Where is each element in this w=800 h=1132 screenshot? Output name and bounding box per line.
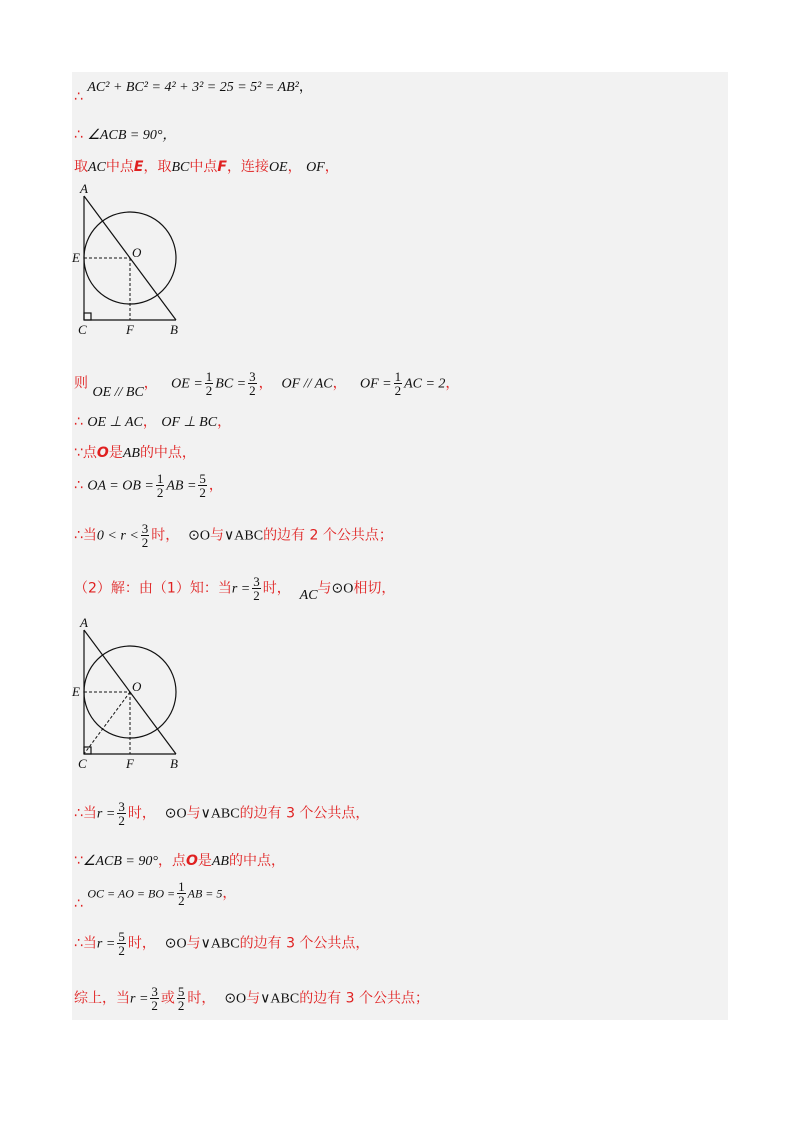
text: 的边有 3 个公共点；	[299, 990, 430, 1007]
text: 的中点，	[139, 445, 196, 461]
therefore-symbol: ∴	[74, 935, 83, 952]
math-oe-eq: OE =	[171, 376, 203, 392]
math-oc-ao-bo: OC = AO = BO =	[87, 886, 176, 901]
text: 与	[246, 990, 261, 1007]
fraction-half: $\frac{1}{2}$	[394, 369, 402, 398]
math-ac: AC	[88, 160, 106, 175]
text: 与	[210, 527, 225, 544]
line-midpoints	[74, 156, 339, 176]
text: ，	[258, 375, 273, 392]
label-c: C	[78, 756, 87, 771]
math-oe-parallel-bc: OE // BC	[92, 384, 144, 400]
point-e: E	[133, 159, 144, 175]
text: ，	[217, 414, 232, 430]
text: ，点	[157, 853, 186, 869]
text: ，	[142, 414, 157, 430]
point-o: O	[185, 853, 198, 869]
math-range: 0 < r <	[96, 528, 139, 544]
fraction-three-halves: $\frac{3}{2}$	[249, 369, 256, 398]
circle-o-symbol: ⊙O	[164, 936, 187, 952]
triangle-abc: ∨ABC	[224, 528, 264, 544]
therefore-symbol: ∴	[74, 477, 83, 494]
therefore-symbol: ∴	[74, 805, 83, 822]
comma: ，	[298, 80, 313, 95]
because-symbol: ∵	[74, 853, 83, 869]
text: ，	[324, 159, 339, 175]
circle-o-symbol: ⊙O	[224, 991, 247, 1007]
text: ，	[208, 477, 223, 494]
angle-acb: ∠ACB = 90°，	[87, 128, 177, 143]
text: 时，	[262, 580, 291, 597]
text: 时，	[187, 990, 216, 1007]
text: 点	[82, 445, 97, 461]
circle-o-symbol: ⊙O	[188, 528, 211, 544]
math-oe-perp-ac: OE ⊥ AC	[87, 415, 143, 430]
math-oe: OE	[268, 160, 288, 175]
label-c: C	[78, 322, 87, 337]
text: 当	[82, 935, 97, 952]
text: ，取	[143, 159, 172, 175]
text: 的边有 2 个公共点；	[263, 527, 393, 544]
line-two-common-points	[74, 522, 393, 549]
math-oa-ob: OA = OB =	[87, 478, 154, 494]
text: 则	[74, 375, 88, 392]
label-a: A	[80, 182, 88, 196]
math-r-eq: r =	[130, 991, 149, 1007]
label-f: F	[126, 322, 134, 337]
math-ab-eq-5: AB = 5	[187, 886, 223, 901]
therefore-symbol: ∴	[74, 527, 83, 544]
text: 当	[82, 805, 97, 822]
label-e: E	[72, 250, 80, 265]
math-of-eq: OF =	[359, 376, 392, 392]
therefore-symbol: ∴	[74, 414, 83, 430]
text: ，	[332, 375, 347, 392]
fraction-five-halves: $\frac{5}{2}$	[199, 471, 206, 500]
text: 时，	[151, 527, 180, 544]
line-pythagoras	[74, 76, 313, 105]
math-bc: BC	[171, 160, 190, 175]
text: 与	[186, 935, 201, 952]
line-three-common-points-1	[74, 800, 369, 827]
line-right-angle	[74, 124, 176, 144]
line-o-midpoint	[74, 442, 196, 462]
fraction-five-halves: $\frac{5}{2}$	[118, 929, 125, 958]
triangle-abc: ∨ABC	[200, 936, 240, 952]
line-midline-relations	[74, 369, 460, 400]
segment-oc	[84, 692, 130, 754]
fraction-half: $\frac{1}{2}$	[156, 471, 164, 500]
label-o: O	[132, 245, 142, 260]
math-r-eq: r =	[96, 936, 116, 952]
text: ，	[222, 885, 237, 902]
therefore-symbol: ∴	[74, 89, 83, 105]
fraction-five-halves: $\frac{5}{2}$	[177, 984, 185, 1013]
text: 中点	[189, 159, 218, 175]
fraction-three-halves: $\frac{3}{2}$	[151, 984, 158, 1013]
label-b: B	[170, 322, 178, 337]
math-ac: AC	[299, 587, 318, 603]
text: 与	[317, 580, 332, 597]
line-oc-equal	[74, 879, 237, 912]
text: 是	[108, 445, 123, 461]
line-part2-tangent	[74, 575, 395, 602]
label-a: A	[80, 616, 88, 630]
text: 取	[74, 159, 88, 175]
therefore-symbol: ∴	[74, 895, 83, 912]
text: 中点	[105, 159, 134, 175]
text: 的中点，	[228, 853, 285, 869]
fraction-half: $\frac{1}{2}$	[178, 879, 185, 908]
math-r-eq: r =	[96, 806, 116, 822]
text: （2）解：由（1）知：当	[74, 580, 232, 597]
point-o: O	[96, 445, 109, 461]
text: 或	[160, 990, 175, 1007]
math-of-parallel-ac: OF // AC	[281, 376, 333, 392]
math-of: OF	[306, 160, 325, 175]
triangle-abc: ∨ABC	[200, 806, 240, 822]
math-ab-eq: AB =	[166, 478, 197, 494]
fraction-three-halves: $\frac{3}{2}$	[253, 574, 260, 603]
text: 相切，	[353, 580, 396, 597]
line-perpendicular	[74, 411, 231, 431]
fraction-three-halves: $\frac{3}{2}$	[118, 799, 125, 828]
text: 当	[82, 527, 97, 544]
line-conclusion	[74, 985, 429, 1012]
text: 综上，当	[74, 990, 130, 1007]
math-ac-eq-2: AC = 2	[404, 376, 446, 392]
because-symbol: ∵	[74, 445, 83, 461]
text: ，	[143, 375, 158, 392]
text: ，	[445, 375, 460, 392]
text: 的边有 3 个公共点，	[239, 935, 370, 952]
label-o: O	[132, 679, 142, 694]
triangle-circle-diagram-1	[70, 182, 190, 338]
right-angle-mark	[84, 313, 91, 320]
text: ，	[287, 159, 302, 175]
fraction-three-halves: $\frac{3}{2}$	[141, 521, 149, 550]
math-r-eq: r =	[231, 581, 251, 597]
triangle-abc: ∨ABC	[260, 991, 300, 1007]
triangle-circle-diagram-2	[70, 616, 190, 772]
label-e: E	[72, 684, 80, 699]
circle-o-symbol: ⊙O	[331, 581, 354, 597]
line-because-right-angle	[74, 850, 285, 870]
point-f: F	[217, 159, 227, 175]
math-bc-eq: BC =	[215, 376, 247, 392]
circle-o-symbol: ⊙O	[164, 806, 187, 822]
pythagoras-equation: AC² + BC² = 4² + 3² = 25 = 5² = AB²	[87, 80, 299, 95]
math-ab: AB	[122, 446, 140, 461]
label-b: B	[170, 756, 178, 771]
label-f: F	[126, 756, 134, 771]
math-ab: AB	[211, 854, 229, 869]
math-of-perp-bc: OF ⊥ BC	[161, 415, 218, 430]
therefore-symbol: ∴	[74, 127, 83, 143]
math-angle-acb: ∠ACB = 90°	[82, 854, 158, 869]
text: 与	[186, 805, 201, 822]
line-three-common-points-2	[74, 930, 369, 957]
line-oa-ob	[74, 472, 223, 499]
text: 时，	[127, 935, 156, 952]
text: ，连接	[226, 159, 269, 175]
text: 时，	[127, 805, 156, 822]
text: 是	[197, 853, 212, 869]
fraction-half: $\frac{1}{2}$	[205, 369, 213, 398]
text: 的边有 3 个公共点，	[239, 805, 370, 822]
